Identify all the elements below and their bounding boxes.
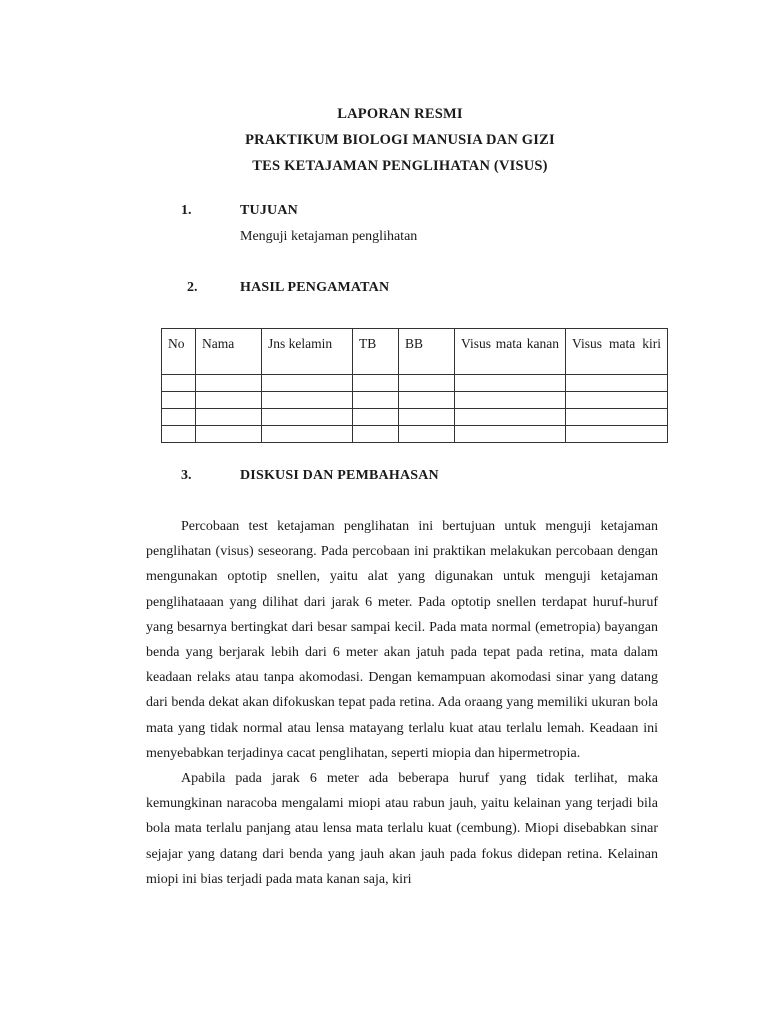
table-header-cell: Visus mata kiri <box>566 329 668 375</box>
paragraph: Percobaan test ketajaman penglihatan ini bertujuan untuk menguji ketajaman penglihatan (visus) seseorang. Pada percobaan ini praktikan melakukan percobaan dengan mengunakan optotip snellen, yaitu alat yang digunakan untuk menguji ketajaman penglihataaan yang dilihat dari jarak 6 meter. Pada optotip snellen terdapat huruf-huruf yang besarnya bertingkat dari besar sampai kecil. Pada mata normal (emetropia) bayangan benda yang berjarak lebih dari 6 meter akan jatuh pada tepat pada retina, mata dalam keadaan relaks atau tanpa akomodasi. Dengan kemampuan akomodasi sinar yang datang dari benda dekat akan difokuskan tepat pada retina. Ada oraang yang memiliki ukuran bola mata yang tidak normal atau lensa matayang terlalu kuat atau terlalu lemah. Keadaan ini menyebabkan terjadinya cacat penglihatan, seperti miopia dan hipermetropia. <box>146 519 658 761</box>
section-1-number: 1. <box>181 203 192 218</box>
section-1-text: Menguji ketajaman penglihatan <box>240 229 418 244</box>
section-2-title: HASIL PENGAMATAN <box>240 280 390 295</box>
table-row <box>162 392 668 409</box>
table-header-cell: Visus mata kanan <box>455 329 566 375</box>
table-header-row <box>162 329 668 375</box>
table-row <box>162 426 668 443</box>
document-title <box>0 101 768 179</box>
table-header-cell: Jns kelamin <box>262 329 353 375</box>
title-line-1: LAPORAN RESMI <box>337 106 463 122</box>
table-header-cell: TB <box>353 329 399 375</box>
table-row <box>162 409 668 426</box>
section-3-title: DISKUSI DAN PEMBAHASAN <box>240 468 439 483</box>
section-1-title: TUJUAN <box>240 203 298 218</box>
table-header-cell: Nama <box>196 329 262 375</box>
table-header-cell: No <box>162 329 196 375</box>
discussion-body <box>146 514 658 892</box>
section-2-number: 2. <box>187 280 198 295</box>
paragraph: Apabila pada jarak 6 meter ada beberapa huruf yang tidak terlihat, maka kemungkinan naracoba mengalami miopi atau rabun jauh, yaitu kelainan yang terjadi bila bola mata terlalu panjang atau lensa mata terlalu kuat (cembung). Miopi disebabkan sinar sejajar yang datang dari benda yang jauh akan jauh pada fokus didepan retina. Kelainan miopi ini bias terjadi pada mata kanan saja, kiri <box>146 771 658 887</box>
observation-table <box>161 328 668 443</box>
table-row <box>162 375 668 392</box>
title-line-3: TES KETAJAMAN PENGLIHATAN (VISUS) <box>252 158 548 174</box>
section-3-number: 3. <box>181 468 192 483</box>
table-header-cell: BB <box>399 329 455 375</box>
title-line-2: PRAKTIKUM BIOLOGI MANUSIA DAN GIZI <box>245 132 555 148</box>
